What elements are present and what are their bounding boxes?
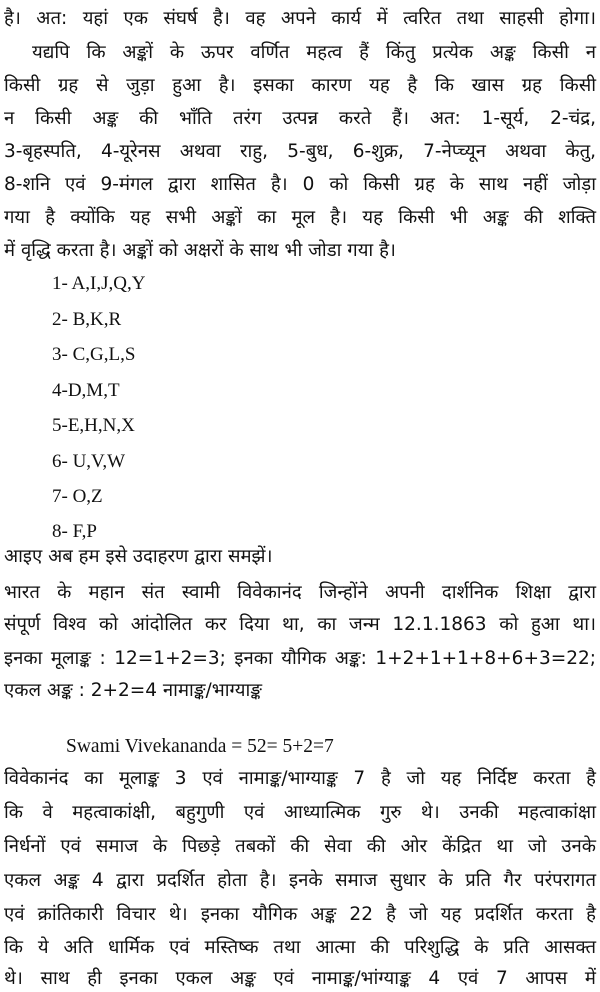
example-line: इनका मूलाङ्क : 12=1+2=3; इनका यौगिक अङ्क: 1+2+1+1+8+6+3=22; xyxy=(4,648,596,669)
name-calculation: Swami Vivekananda = 52= 5+2=7 xyxy=(66,736,334,757)
letter-map-item: 8- F,P xyxy=(52,521,97,542)
conclusion-line: विवेकानंद का मूलाङ्क 3 एवं नामाङ्क/भाग्याङ्क 7 है जो यह निर्दिष्ट करता है xyxy=(4,768,596,789)
conclusion-line: एकल अङ्क 4 द्वारा प्रदर्शित होता है। इनके समाज सुधार के प्रति गैर परंपरागत xyxy=(4,870,596,891)
conclusion-line: कि वे महत्वाकांक्षी, बहुगुणी एवं आध्यात्मिक गुरु थे। उनकी महत्वाकांक्षा xyxy=(4,802,596,823)
conclusion-line: कि ये अति धार्मिक एवं मस्तिष्क तथा आत्मा की परिशुद्धि के प्रति आसक्त xyxy=(4,937,596,958)
letter-map-item: 5-E,H,N,X xyxy=(52,415,135,436)
paragraph-line: 3-बृहस्पति, 4-यूरेनस अथवा राहु, 5-बुध, 6-शुक्र, 7-नेप्च्यून अथवा केतु, xyxy=(4,141,596,162)
conclusion-line: निर्धनों एवं समाज के पिछड़े तबकों की सेवा की ओर केंद्रित था जो उनके xyxy=(4,836,596,857)
paragraph-line: यद्यपि कि अङ्कों के ऊपर वर्णित महत्व हैं किंतु प्रत्येक अङ्क किसी न xyxy=(32,42,596,63)
conclusion-line: थे। साथ ही इनका एकल अङ्क एवं नामाङ्क/भांग्याङ्क 4 एवं 7 आपस में xyxy=(4,968,596,989)
paragraph-line: है। अत: यहां एक संघर्ष है। वह अपने कार्य में त्वरित तथा साहसी होगा। xyxy=(4,8,596,29)
example-line: संपूर्ण विश्व को आंदोलित कर दिया था, का जन्म 12.1.1863 को हुआ था। xyxy=(4,614,596,635)
letter-map-item: 6- U,V,W xyxy=(52,451,126,472)
example-line: एकल अङ्क : 2+2=4 नामाङ्क/भाग्याङ्क xyxy=(4,680,262,701)
letter-map-item: 2- B,K,R xyxy=(52,309,122,330)
paragraph-line: में वृद्धि करता है। अङ्कों को अक्षरों के साथ भी जोडा गया है। xyxy=(4,240,396,261)
paragraph-line: न किसी अङ्क की भाँति तरंग उत्पन्न करते हैं। अत: 1-सूर्य, 2-चंद्र, xyxy=(4,108,596,129)
paragraph-line: 8-शनि एवं 9-मंगल द्वारा शासित है। 0 को किसी ग्रह के साथ नहीं जोड़ा xyxy=(4,174,596,195)
example-intro: आइए अब हम इसे उदाहरण द्वारा समझें। xyxy=(4,546,273,567)
letter-map-item: 1- A,I,J,Q,Y xyxy=(52,273,146,294)
letter-map-item: 4-D,M,T xyxy=(52,380,120,401)
paragraph-line: गया है क्योंकि यह सभी अङ्कों का मूल है। यह किसी भी अङ्क की शक्ति xyxy=(4,207,596,228)
conclusion-line: एवं क्रांतिकारी विचार थे। इनका यौगिक अङ्क 22 है जो यह प्रदर्शित करता है xyxy=(4,904,596,925)
letter-map-item: 3- C,G,L,S xyxy=(52,344,136,365)
letter-map-item: 7- O,Z xyxy=(52,486,103,507)
example-line: भारत के महान संत स्वामी विवेकानंद जिन्होंने अपनी दार्शनिक शिक्षा द्वारा xyxy=(4,582,596,603)
paragraph-line: किसी ग्रह से जुड़ा हुआ है। इसका कारण यह है कि खास ग्रह किसी xyxy=(4,75,596,96)
